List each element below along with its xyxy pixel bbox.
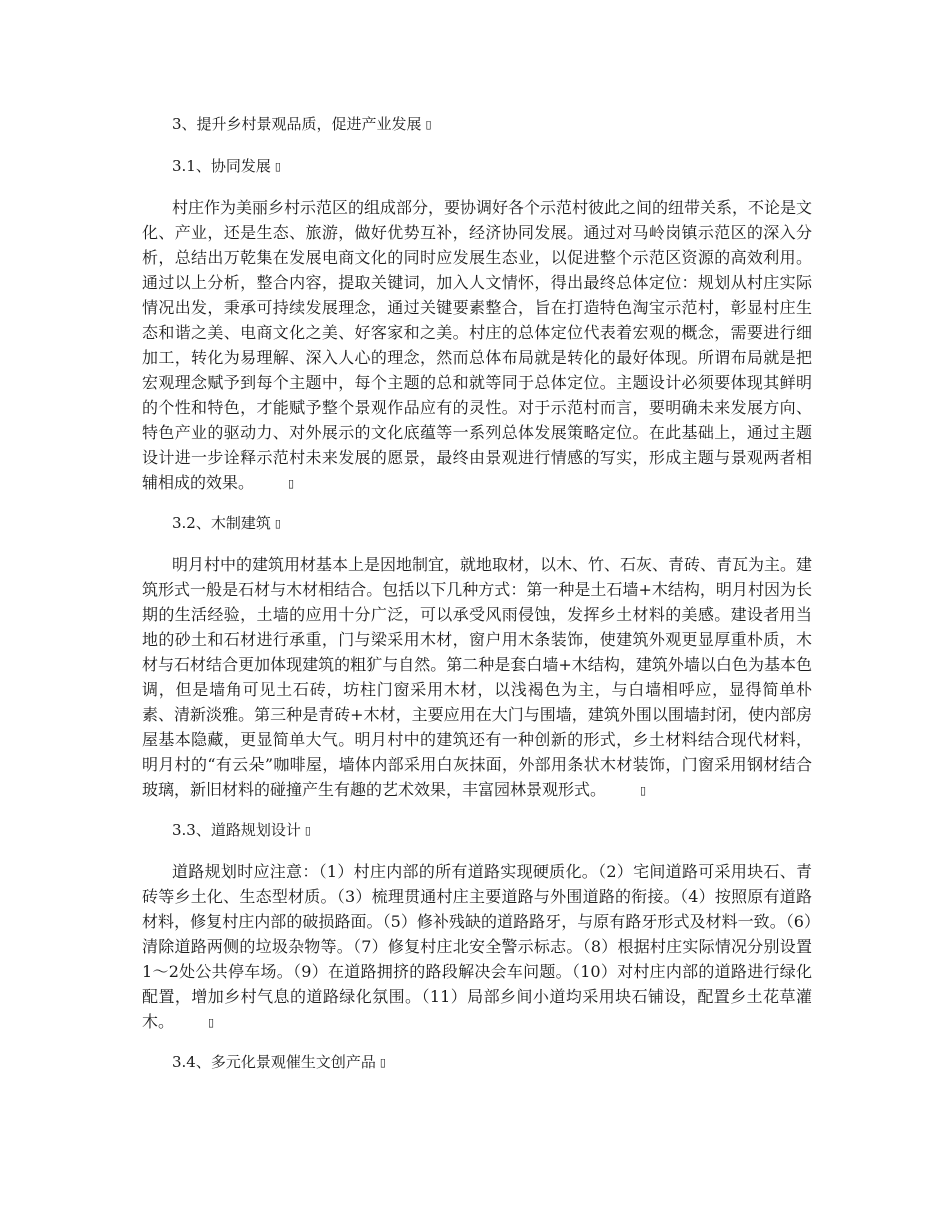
section-heading-3-2: 3.2、木制建筑 ▯ bbox=[142, 509, 812, 538]
paragraph-mark-icon: ▯ bbox=[379, 1056, 386, 1069]
paragraph-mark-icon: ▯ bbox=[304, 824, 311, 837]
paragraph-mark-icon: ▯ bbox=[274, 517, 281, 530]
paragraph-3-1: 村庄作为美丽乡村示范区的组成部分，要协调好各个示范村彼此之间的纽带关系，不论是文化、产业，还是生态、旅游，做好优势互补，经济协同发展。通过对马岭岗镇示范区的深入分析，总结出万乾集在发展电商文化的同时应发展生态业，以促进整个示范区资源的高效利用。通过以上分析，整合内容，提取关键词，加入人文情怀，得出最终总体定位：规划从村庄实际情况出发，秉承可持续发展理念，通过关键要素整合，旨在打造特色淘宝示范村，彰显村庄生态和谐之美、电商文化之美、好客家和之美。村庄的总体定位代表着宏观的概念，需要进行细加工，转化为易理解、深入人心的理念，然而总体布局就是转化的最好体现。所谓布局就是把宏观理念赋予到每个主题中，每个主题的总和就等同于总体定位。主题设计必须要体现其鲜明的个性和特色，才能赋予整个景观作品应有的灵性。对于示范村而言，要明确未来发展方向、特色产业的驱动力、对外展示的文化底蕴等一系列总体发展策略定位。在此基础上，通过主题设计进一步诠释示范村未来发展的愿景，最终由景观进行情感的写实，形成主题与景观两者相辅相成的效果。 ▯ bbox=[142, 195, 812, 496]
paragraph-3-2: 明月村中的建筑用材基本上是因地制宜，就地取材，以木、竹、石灰、青砖、青瓦为主。建筑形式一般是石材与木材相结合。包括以下几种方式：第一种是土石墙+木结构，明月村因为长期的生活经验，土墙的应用十分广泛，可以承受风雨侵蚀，发挥乡土材料的美感。建设者用当地的砂土和石材进行承重，门与梁采用木材，窗户用木条装饰，使建筑外观更显厚重朴质，木材与石材结合更加体现建筑的粗犷与自然。第二种是套白墙+木结构，建筑外墙以白色为基本色调，但是墙角可见土石砖，坊柱门窗采用木材，以浅褐色为主，与白墙相呼应，显得简单朴素、清新淡雅。第三种是青砖+木材，主要应用在大门与围墙，建筑外围以围墙封闭，使内部房屋基本隐藏，更显简单大气。明月村中的建筑还有一种创新的形式，乡土材料结合现代材料，明月村的“有云朵”咖啡屋，墙体内部采用白灰抹面，外部用条状木材装饰，门窗采用钢材结合玻璃，新旧材料的碰撞产生有趣的艺术效果，丰富园林景观形式。 ▯ bbox=[142, 552, 812, 803]
paragraph-mark-icon: ▯ bbox=[274, 160, 281, 173]
section-heading-3: 3、提升乡村景观品质，促进产业发展 ▯ bbox=[142, 110, 812, 139]
section-heading-3-1: 3.1、协同发展 ▯ bbox=[142, 152, 812, 181]
paragraph-mark-icon: ▯ bbox=[425, 118, 432, 131]
paragraph-mark-icon: ▯ bbox=[288, 477, 295, 490]
paragraph-3-3: 道路规划时应注意：（1）村庄内部的所有道路实现硬质化。（2）宅间道路可采用块石、青砖等乡土化、生态型材质。（3）梳理贯通村庄主要道路与外围道路的衔接。（4）按照原有道路材料，修复村庄内部的破损路面。（5）修补残缺的道路路牙，与原有路牙形式及材料一致。（6）清除道路两侧的垃圾杂物等。（7）修复村庄北安全警示标志。（8）根据村庄实际情况分别设置1～2处公共停车场。（9）在道路拥挤的路段解决会车问题。（10）对村庄内部的道路进行绿化配置，增加乡村气息的道路绿化氛围。（11）局部乡间小道均采用块石铺设，配置乡土花草灌木。 ▯ bbox=[142, 859, 812, 1035]
paragraph-mark-icon: ▯ bbox=[640, 784, 647, 797]
paragraph-mark-icon: ▯ bbox=[208, 1016, 215, 1029]
section-heading-3-3: 3.3、道路规划设计 ▯ bbox=[142, 816, 812, 845]
document-page bbox=[142, 100, 812, 1077]
section-heading-3-4: 3.4、多元化景观催生文创产品 ▯ bbox=[142, 1048, 812, 1077]
